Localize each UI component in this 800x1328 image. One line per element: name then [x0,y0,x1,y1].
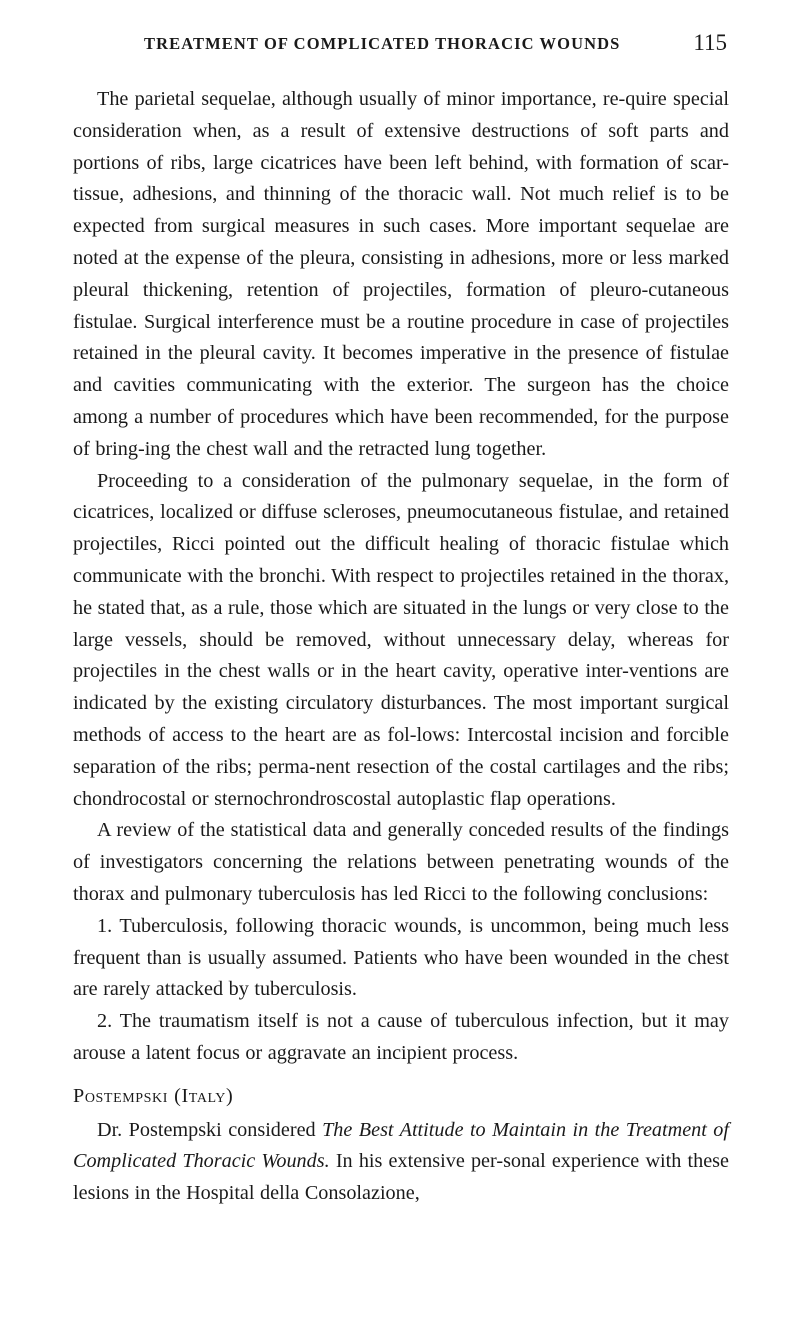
postempski-continuation-text: In his extensive per-sonal experience with these lesions in the Hospital della Consolazione, [73,1150,729,1205]
paragraph-postempski [73,1115,729,1210]
section-heading-postempski: Postempski (Italy) [73,1084,234,1107]
conclusion-item-2: 2. The traumatism itself is not a cause of tuberculous infection, but it may arouse a latent focus or aggravate an incipient process. [73,1010,729,1064]
paper-title: The Best Attitude to Maintain in the Treatment of Complicated Thoracic Wounds. [73,1118,730,1173]
running-head [73,30,729,64]
running-title: TREATMENT OF COMPLICATED THORACIC WOUNDS [144,34,621,53]
paragraph-parietal-sequelae: The parietal sequelae, although usually of minor importance, re-quire special consideration when, as a result of extensive destructions of soft parts and portions of ribs, large cicatrices have been left behind, with formation of scar-tissue, adhesions, and thinning of the thoracic wall. Not much relief is to be expected from surgical measures in such cases. More important sequelae are noted at the expense of the pleura, consisting in adhesions, more or less marked pleural thickening, retention of projectiles, formation of pleuro-cutaneous fistulae. Surgical interference must be a routine procedure in case of projectiles retained in the pleural cavity. It becomes imperative in the presence of fistulae and cavities communicating with the exterior. The surgeon has the choice among a number of procedures which have been recommended, for the purpose of bring-ing the chest wall and the retracted lung together. [73,88,729,460]
page-number: 115 [693,30,727,55]
postempski-intro-text: Dr. Postempski considered [97,1118,323,1141]
body-text [73,84,729,1210]
conclusion-item-1: 1. Tuberculosis, following thoracic wounds, is uncommon, being much less frequent than is usually assumed. Patients who have been wounded in the chest are rarely attacked by tuberculosis. [73,914,729,1001]
paragraph-tuberculosis-review: A review of the statistical data and generally conceded results of the findings of investigators concerning the relations between penetrating wounds of the thorax and pulmonary tuberculosis has led Ricci to the following conclusions: [73,819,729,905]
book-page [73,30,729,1210]
paragraph-pulmonary-sequelae: Proceeding to a consideration of the pulmonary sequelae, in the form of cicatrices, localized or diffuse scleroses, pneumocutaneous fistulae, and retained projectiles, Ricci pointed out the difficult healing of thoracic fistulae which communicate with the bronchi. With respect to projectiles retained in the thorax, he stated that, as a rule, those which are situated in the lungs or very close to the large vessels, should be removed, without unnecessary delay, whereas for projectiles in the chest walls or in the heart cavity, operative inter-ventions are indicated by the existing circulatory disturbances. The most important surgical methods of access to the heart are as fol-lows: Intercostal incision and forcible separation of the ribs; perma-nent resection of the costal cartilages and the ribs; chondrocostal or sternochrondroscostal autoplastic flap operations. [73,469,729,810]
